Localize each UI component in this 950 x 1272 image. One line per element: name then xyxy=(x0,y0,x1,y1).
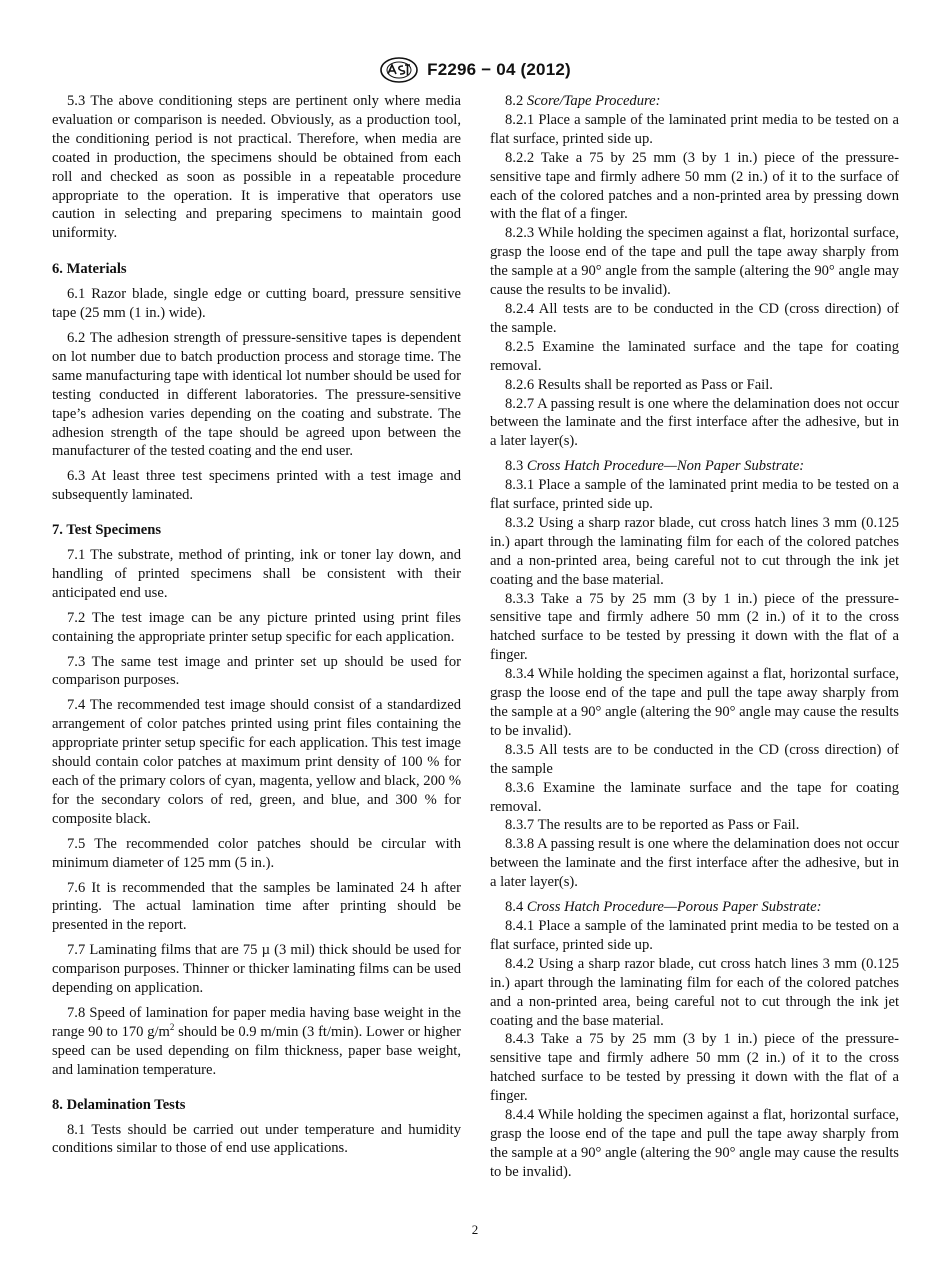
standard-designation: F2296 − 04 (2012) xyxy=(427,60,571,79)
paragraph-7-5: 7.5 The recommended color patches should be circular with minimum diameter of 125 mm (5 in.). xyxy=(52,835,461,871)
paragraph-8-4-1: 8.4.1 Place a sample of the laminated print media to be tested on a flat surface, printed side up. xyxy=(490,917,899,953)
paragraph-7-2: 7.2 The test image can be any picture printed using print files containing the appropriate printer setup specific for each application. xyxy=(52,609,461,645)
paragraph-6-1: 6.1 Razor blade, single edge or cutting board, pressure sensitive tape (25 mm (1 in.) wide). xyxy=(52,286,461,322)
paragraph-8-3-7: 8.3.7 The results are to be reported as Pass or Fail. xyxy=(505,817,800,834)
paragraph-8-3-5: 8.3.5 All tests are to be conducted in the CD (cross direction) of the sample xyxy=(490,741,899,777)
paragraph-8-2-3: 8.2.3 While holding the specimen against a flat, horizontal surface, grasp the loose end of the tape and pull the tape away sharply from the sample at a 90° angle from the sample (altering the 90° angle may cause the results to be invalid). xyxy=(490,225,899,299)
paragraph-7-4: 7.4 The recommended test image should consist of a standardized arrangement of color patches printed using print files containing the appropriate printer setup specific for each application. This test image should contain color patches at maximum print density of 100 % for each of the primary colors of cyan, magenta, yellow and black, 200 % for the secondary colors of red, green, and blue, and 300 % for composite black. xyxy=(52,697,461,827)
paragraph-8-2-6: 8.2.6 Results shall be reported as Pass or Fail. xyxy=(505,376,773,393)
paragraph-8-1: 8.1 Tests should be carried out under temperature and humidity conditions similar to those of end use applications. xyxy=(52,1121,461,1157)
paragraph-8-3-3: 8.3.3 Take a 75 by 25 mm (3 by 1 in.) piece of the pressure-sensitive tape and firmly adhere 50 mm (2 in.) of it to the cross hatched surface to be tested by pressing it down with the flat of a finger. xyxy=(490,590,899,664)
paragraph-7-3: 7.3 The same test image and printer set up should be used for comparison purposes. xyxy=(52,653,461,689)
paragraph-8-3-2: 8.3.2 Using a sharp razor blade, cut cross hatch lines 3 mm (0.125 in.) apart through the laminating film for each of the colored patches and a non-printed area, being careful not to cut through the ink jet coating and the base material. xyxy=(490,514,899,588)
paragraph-7-6: 7.6 It is recommended that the samples be laminated 24 h after printing. The actual lamination time after printing should be presented in the report. xyxy=(52,879,461,934)
page-number: 2 xyxy=(471,1222,479,1237)
paragraph-8-4: 8.4 Cross Hatch Procedure—Porous Paper Substrate: xyxy=(505,899,822,916)
paragraph-8-2-2: 8.2.2 Take a 75 by 25 mm (3 by 1 in.) piece of the pressure-sensitive tape and firmly adhere 50 mm (2 in.) of it to the surface of each of the colored patches and a non-printed area by pressing down with the flat of a finger. xyxy=(490,149,899,223)
paragraph-7-8: 7.8 Speed of lamination for paper media having base weight in the range 90 to 170 $g/m^2$ should be 0.9 m/min (3 ft/min). Lower or higher speed can be used depending on film thickness, paper base weight, and lamination temperature. xyxy=(52,1004,462,1078)
paragraph-7-7: 7.7 Laminating films that are 75 µ (3 mil) thick should be used for comparison purposes. Thinner or thicker laminating films can be used depending on application. xyxy=(52,942,461,997)
paragraph-5-3: 5.3 The above conditioning steps are pertinent only where media evaluation or comparison is needed. Obviously, as a production tool, the conditioning period is not practical. Therefore, when media are coated in production, the specimens should be obtained from each roll and checked as soon as possible in a repeatable procedure appropriate to the operation. It is imperative that operators use caution in selecting and preparing specimens to maintain good uniformity. xyxy=(52,93,461,242)
paragraph-8-4-2: 8.4.2 Using a sharp razor blade, cut cross hatch lines 3 mm (0.125 in.) apart through the laminating film for each of the colored patches and a non-printed area, being careful not to cut through the ink jet coating and the base material. xyxy=(490,955,899,1029)
astm-logo-icon xyxy=(379,56,419,84)
paragraph-8-3-1: 8.3.1 Place a sample of the laminated print media to be tested on a flat surface, printed side up. xyxy=(490,477,899,513)
paragraph-8-3-8: 8.3.8 A passing result is one where the delamination does not occur between the laminate and the first interface after the adhesive, but in a later layer(s). xyxy=(490,836,899,891)
section-heading-6: 6. Materials xyxy=(52,261,127,278)
paragraph-8-3-6: 8.3.6 Examine the laminate surface and the tape for coating removal. xyxy=(490,779,899,815)
paragraph-8-2-7: 8.2.7 A passing result is one where the delamination does not occur between the laminate and the first interface after the adhesive, but in a later layer(s). xyxy=(490,395,899,450)
right-column xyxy=(490,92,899,1182)
paragraph-8-3: 8.3 Cross Hatch Procedure—Non Paper Substrate: xyxy=(505,458,805,475)
paragraph-8-2: 8.2 Score/Tape Procedure: xyxy=(505,93,661,109)
paragraph-6-2: 6.2 The adhesion strength of pressure-sensitive tapes is dependent on lot number due to batch production process and storage time. The same manufacturing tape with identical lot number should be used for testing conducted in different laboratories. The pressure-sensitive tape’s adhesion varies depending on the coating and substrate. The adhesion strength of the tape should be agreed upon between the manufacturer of the tested coating and the end user. xyxy=(52,329,461,460)
paragraph-8-4-4: 8.4.4 While holding the specimen against a flat, horizontal surface, grasp the loose end of the tape and pull the tape away sharply from the sample at a 90° angle (altering the 90° angle may cause the results to be invalid). xyxy=(490,1107,899,1180)
paragraph-8-2-1: 8.2.1 Place a sample of the laminated print media to be tested on a flat surface, printed side up. xyxy=(490,111,899,147)
left-column xyxy=(52,92,461,1158)
section-heading-8: 8. Delamination Tests xyxy=(52,1096,186,1113)
paragraph-8-2-5: 8.2.5 Examine the laminated surface and the tape for coating removal. xyxy=(490,338,899,374)
paragraph-8-2-4: 8.2.4 All tests are to be conducted in the CD (cross direction) of the sample. xyxy=(490,300,899,336)
section-heading-7: 7. Test Specimens xyxy=(52,522,162,539)
paragraph-8-3-4: 8.3.4 While holding the specimen against a flat, horizontal surface, grasp the loose end of the tape and pull the tape away sharply from the sample at a 90° angle (altering the 90° angle may cause the results to be invalid). xyxy=(490,666,899,739)
page-header xyxy=(0,56,950,84)
paragraph-8-4-3: 8.4.3 Take a 75 by 25 mm (3 by 1 in.) piece of the pressure-sensitive tape and firmly adhere 50 mm (2 in.) of it to the cross hatched surface to be tested by pressing it down with the flat of a finger. xyxy=(490,1031,899,1105)
paragraph-6-3: 6.3 At least three test specimens printed with a test image and subsequently laminated. xyxy=(52,468,461,504)
paragraph-7-1: 7.1 The substrate, method of printing, ink or toner lay down, and handling of printed specimens shall be consistent with their anticipated end use. xyxy=(52,547,461,601)
